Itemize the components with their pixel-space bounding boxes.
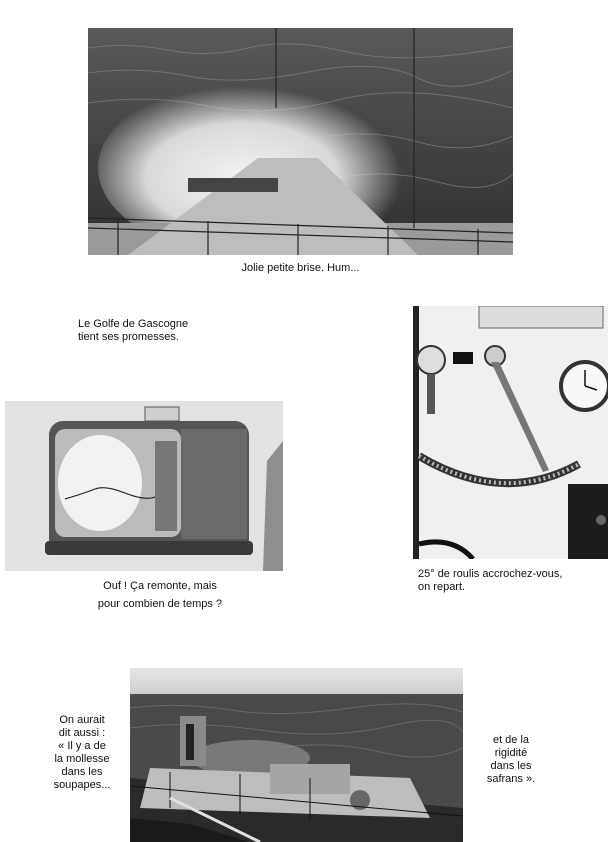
quote-left-line: « Il y a de: [58, 740, 106, 752]
quote-left-line: soupapes...: [53, 779, 111, 791]
caption-golfe-line2: tient ses promesses.: [78, 331, 179, 343]
photo-inclinometer: [413, 306, 608, 559]
quote-left: [44, 714, 120, 792]
photo-barograph: [5, 401, 283, 571]
quote-left-line: dit aussi :: [58, 727, 106, 739]
quote-right-line: rigidité: [494, 747, 528, 759]
quote-right: [476, 734, 546, 786]
photo-storm-bow: [88, 28, 513, 255]
photo-stern-sea: [130, 668, 463, 842]
caption-golfe-line1: Le Golfe de Gascogne: [78, 318, 189, 330]
caption-roulis-line1: 25° de roulis accrochez-vous,: [418, 568, 563, 580]
caption-barograph-line2: pour combien de temps ?: [97, 598, 223, 610]
quote-left-line: On aurait: [59, 714, 105, 726]
quote-right-line: safrans ».: [486, 773, 536, 785]
caption-barograph: [40, 580, 280, 611]
quote-right-line: et de la: [492, 734, 530, 746]
caption-roulis: [418, 568, 562, 594]
caption-barograph-line1: Ouf ! Ça remonte, mais: [103, 580, 217, 592]
caption-roulis-line2: on repart.: [418, 581, 466, 593]
quote-left-line: dans les: [61, 766, 103, 778]
quote-right-line: dans les: [490, 760, 532, 772]
caption-golfe: [78, 318, 188, 344]
caption-storm-bow: Jolie petite brise. Hum...: [241, 262, 360, 274]
quote-left-line: la mollesse: [54, 753, 110, 765]
